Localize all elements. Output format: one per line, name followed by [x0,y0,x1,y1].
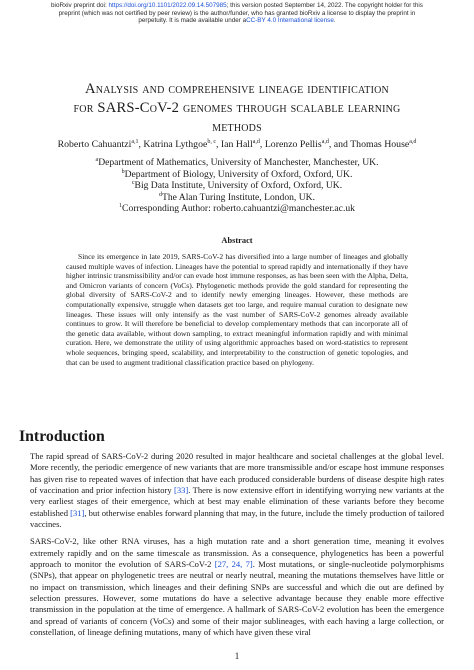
author-name: Katrina Lythgoe [143,139,208,150]
affiliation: $^d$The Alan Turing Institute, London, UK. [159,191,315,203]
banner-line-2: preprint (which was not certified by peer review) is the author/funder, who has granted bioRxiv a license to display the preprint in [58,9,416,17]
doi-link[interactable]: https://doi.org/10.1101/2022.09.14.507985 [108,2,227,9]
author-list: Roberto Cahuantzi$^{a,1}$, Katrina Lythgoe$^{b, c}$, Ian Hall$^{a,d}$, Lorenzo Pellis$^{a,d}$, and Thomas House$^{a,d}$ [57,139,417,150]
citation-link[interactable]: [27, 24, 7] [214,559,253,570]
affiliation: $^b$Department of Biology, University of Oxford, Oxford, UK. [121,168,353,180]
author-name: Ian Hall [220,139,253,150]
preprint-banner [40,2,434,25]
section-heading-introduction: Introduction [19,428,105,445]
abstract-body [66,252,408,367]
title-line: methods [212,119,262,135]
author-affiliation-mark: a,d [321,139,329,145]
author-affiliation-mark: a,d [252,139,260,145]
page-number: 1 [234,651,240,661]
author-name: Thomas House [350,139,410,150]
citation-link[interactable]: [31] [70,507,85,518]
affiliation-list [20,157,454,215]
author-name: Roberto Cahuantzi [57,139,132,150]
author-affiliation-mark: b, c [207,139,216,145]
abstract-paragraph: Since its emergence in late 2019, SARS-CoV-2 has diversified into a large number of lineages and globally caused multiple waves of infection. Lineages have the potential to spread rapidly and internationally if they have higher intrinsic transmissibility and/or can evade host immune responses, as has been seen with the Alpha, Delta, and Omicron variants of concern (VoCs). Phylogenetic methods provide the gold standard for representing the global diversity of SARS-CoV-2 and to identify newly emerging lineages. However, these methods are computationally expensive, struggle when datasets get too large, and require manual curation to designate new lineages. These issues will only intensify as the vast number of SARS-CoV-2 genomes already available continues to grow. It will therefore be beneficial to develop complementary methods that can incorporate all of the genetic data available, without down sampling, to extract meaningful information rapidly and with minimal curation. Here, we demonstrate the utility of using algorithmic approaches based on word-statistics to represent whole sequences, bringing speed, scalability, and interpretability to the construction of genetic topologies, and that can be used to augment traditional classification practice based on phylogeny. [66,252,408,367]
citation-link[interactable]: [33] [174,485,189,496]
author-affiliation-mark: a,d [409,139,417,145]
abstract-heading: Abstract [221,236,253,245]
affiliation: $^c$Big Data Institute, University of Oxford, Oxford, UK. [131,180,343,192]
title-line: Analysis and comprehensive lineage identification [85,81,389,97]
banner-line-3: perpetuity. It is made available under aCC-BY 4.0 International license. [138,17,336,25]
paper-title [30,80,444,137]
introduction-body [30,451,444,645]
author-affiliation-mark: a,1 [131,139,139,145]
author-name: Lorenzo Pellis [264,139,322,150]
license-link[interactable]: CC-BY 4.0 International license [246,17,334,25]
banner-line-1: bioRxiv preprint doi: https://doi.org/10.1101/2022.09.14.507985; this version posted September 14, 2022. The copyright holder for this [51,2,423,9]
body-paragraph: SARS-CoV-2, like other RNA viruses, has a high mutation rate and a short generation time, meaning it evolves extremely rapidly and on the same timescale as transmission. As a consequence, phylogenetics has been a powerful approach to monitor the evolution of SARS-CoV-2 [27, 24, 7]. Most mutations, or single-nucleotide polymorphisms (SNPs), that appear on phylogenetic trees are neutral or nearly neutral, meaning the mutations themselves have little or no impact on transmission, which lineages and their defining SNPs are successful and which die out are defined by selection pressures. However, some mutations do have a selective advantage because they enable more effective transmission in the population at the time of emergence. A hallmark of SARS-CoV-2 evolution has been the emergence and spread of variants of concern (VoCs) and some of their major sublineages, with each having a large collection, or constellation, of lineage defining mutations, many of which have given these viral [30,536,444,638]
title-line: for SARS-CoV-2 genomes through scalable learning [73,100,401,116]
corresponding-author: $^1$Corresponding Author: roberto.cahuantzi@manchester.ac.uk [119,203,355,215]
body-paragraph: The rapid spread of SARS-CoV-2 during 2020 resulted in major healthcare and societal challenges at the global level. More recently, the periodic emergence of new variants that are more transmissible and/or escape host immune responses has given rise to repeated waves of infection that have each produced considerable burdens of disease despite high rates of vaccination and prior infection history [33]. There is now extensive effort in identifying worrying new variants at the very earliest stages of their emergence, which at best may enable elimination of these variants before they become established [31], but otherwise enables forward planning that may, in the future, include the timely production of tailored vaccines. [30,451,444,530]
affiliation: $^a$Department of Mathematics, University of Manchester, Manchester, UK. [95,157,379,168]
